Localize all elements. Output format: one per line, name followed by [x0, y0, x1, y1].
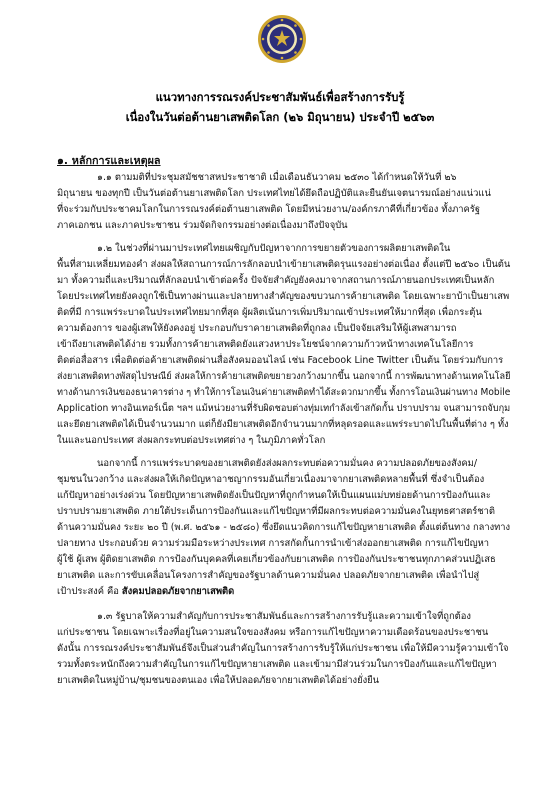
body-line: ยาเสพติด และการขับเคลื่อนโครงการสำคัญของรัฐบาลด้านความมั่นคง ปลอดภัยจากยาเสพติด เพื่อนำไปสู่ — [57, 570, 480, 581]
body-line: ๑.๓ รัฐบาลให้ความสำคัญกับการประชาสัมพันธ์และการสร้างการรับรู้และความเข้าใจที่ถูกต้อง — [97, 611, 471, 622]
body-line: เข้าถึงยาเสพติดได้ง่าย รวมทั้งการค้ายาเสพติดยังแสวงหาประโยชน์จากความก้าวหน้าทางเทคโนโลยีการ — [57, 339, 474, 350]
body-line: Application ทางอินเทอร์เน็ต ฯลฯ แม้หน่วยงานที่รับผิดชอบต่างทุ่มเทกำลังเข้าสกัดกั้น ปราบปราม จนสามารถจับกุม — [57, 403, 511, 414]
body-line: และยึดยาเสพติดได้เป็นจำนวนมาก แต่ก็ยังมียาเสพติดอีกจำนวนมากที่หลุดรอดและแพร่ระบาดไปในพื้นที่ต่าง ๆ ทั้ง — [57, 419, 509, 430]
body-line: ยาเสพติดในหมู่บ้าน/ชุมชนของตนเอง เพื่อให้ปลอดภัยจากยาเสพติดได้อย่างยั่งยืน — [57, 675, 380, 686]
body-line: พื้นที่สามเหลี่ยมทองคำ ส่งผลให้สถานการณ์การลักลอบนำเข้ายาเสพติดรุนแรงอย่างต่อเนื่อง ตั้งแต่ปี ๒๕๖๐ เป็นต้น — [57, 259, 511, 270]
body-line: ชุมชนในวงกว้าง และส่งผลให้เกิดปัญหาอาชญากรรมอันเกี่ยวเนื่องมาจากยาเสพติดหลายพื้นที่ ซึ่งจำเป็นต้อง — [57, 474, 485, 485]
body-line: ติดต่อสื่อสาร เพื่อติดต่อค้ายาเสพติดผ่านสื่อสังคมออนไลน์ เช่น Facebook Line Twitter เป็นต้น โดยร่วมกับการ — [57, 355, 504, 366]
body-line-with-bold — [57, 585, 234, 598]
body-line: ด้านความมั่นคง ระยะ ๒๐ ปี (พ.ศ. ๒๕๖๑ - ๒๕๘๐) ซึ่งยึดแนวคิดการแก้ไขปัญหายาเสพติด ตั้งแต่ต้นทาง กลางทาง — [57, 522, 511, 533]
body-line: ที่จะร่วมกับประชาคมโลกในการรณรงค์ต่อต้านยาเสพติด โดยมีหน่วยงาน/องค์กรภาคีที่เกี่ยวข้อง ทั้งภาครัฐ — [57, 204, 481, 215]
body-line: ภาคเอกชน และภาคประชาชน ร่วมจัดกิจกรรมอย่างต่อเนื่องมาถึงปัจจุบัน — [57, 220, 348, 231]
body-line: ๑.๑ ตามมติที่ประชุมสมัชชาสหประชาชาติ เมื่อเดือนธันวาคม ๒๕๓๐ ได้กำหนดให้วันที่ ๒๖ — [97, 172, 457, 183]
document-title-line-2: เนื่องในวันต่อต้านยาเสพติดโลก (๒๖ มิถุนายน) ประจำปี ๒๕๖๓ — [125, 110, 435, 124]
body-line: ในและนอกประเทศ ส่งผลกระทบต่อประเทศต่าง ๆ ในภูมิภาคทั่วโลก — [57, 435, 326, 446]
body-line: ทางด้านการเงินของธนาคารต่าง ๆ ทำให้การโอนเงินค่ายาเสพติดทำได้สะดวกมากขึ้น ทั้งการโอนเงินผ่านทาง Mobile — [57, 387, 511, 398]
body-line: มา ทั้งความถี่และปริมาณที่ลักลอบนำเข้าต่อครั้ง ปัจจัยสำคัญยังคงมาจากสถานการณ์ภายนอกประเทศเป็นหลัก — [57, 275, 495, 286]
body-line: ความต้องการ ของผู้เสพให้ยังคงอยู่ ประกอบกับราคายาเสพติดที่ถูกลง เป็นปัจจัยเสริมให้ผู้เสพสามารถ — [57, 323, 457, 334]
body-line: โดยประเทศไทยยังคงถูกใช้เป็นทางผ่านและปลายทางสำคัญของขบวนการค้ายาเสพติด โดยเฉพาะยาบ้าเป็นยาเสพ — [57, 291, 510, 302]
section-heading: ๑. หลักการและเหตุผล — [57, 154, 161, 167]
body-line: แก่ประชาชน โดยเฉพาะเรื่องที่อยู่ในความสนใจของสังคม หรือการแก้ไขปัญหาความเดือดร้อนของประชาชน — [57, 627, 489, 638]
body-line: แก้ปัญหาอย่างเร่งด่วน โดยปัญหายาเสพติดยังเป็นปัญหาที่ถูกกำหนดให้เป็นแผนแม่บทย่อยด้านการป้องกันและ — [57, 490, 491, 501]
body-line-lead: เป้าประสงค์ คือ — [57, 586, 122, 597]
body-line: มิถุนายน ของทุกปี เป็นวันต่อต้านยาเสพติดโลก ประเทศไทยได้ยึดถือปฏิบัติและยืนยันเจตนารมณ์อย่างแน่วแน่ — [57, 188, 491, 199]
body-line: ผู้ใช้ ผู้เสพ ผู้ติดยาเสพติด การป้องกันบุคคลที่เคยเกี่ยวข้องกับยาเสพติด การป้องกันประชาชนทุกภาคส่วนปฏิเสธ — [57, 554, 496, 565]
agency-seal-logo — [257, 14, 307, 64]
body-line: ดังนั้น การรณรงค์ประชาสัมพันธ์จึงเป็นส่วนสำคัญในการสร้างการรับรู้ให้แก่ประชาชน เพื่อให้มีความรู้ความเข้าใจ — [57, 643, 509, 654]
body-line: ปราบปรามยาเสพติด ภายใต้ประเด็นการป้องกันและแก้ไขปัญหาที่มีผลกระทบต่อความมั่นคงในยุทธศาสตร์ชาติ — [57, 506, 496, 517]
document-title-line-1: แนวทางการรณรงค์ประชาสัมพันธ์เพื่อสร้างการรับรู้ — [155, 90, 405, 104]
body-line: ๑.๒ ในช่วงที่ผ่านมาประเทศไทยเผชิญกับปัญหาจากการขยายตัวของการผลิตยาเสพติดใน — [97, 243, 451, 254]
bold-goal-phrase: สังคมปลอดภัยจากยาเสพติด — [121, 586, 235, 597]
body-line: ส่งยาเสพติดทางพัสดุไปรษณีย์ ส่งผลให้การค้ายาเสพติดขยายวงกว้างมากขึ้น นอกจากนี้ การพัฒนาทางด้านเทคโนโลยี — [57, 371, 511, 382]
body-line: รวมทั้งตระหนักถึงความสำคัญในการแก้ไขปัญหายาเสพติด และเข้ามามีส่วนร่วมในการป้องกันและแก้ไขปัญหา — [57, 659, 497, 670]
body-line: ติดที่มี การแพร่ระบาดในประเทศไทยมากที่สุด ผู้ผลิตเน้นการเพิ่มปริมาณเข้าประเทศให้มากที่สุด เพื่อกระตุ้น — [57, 307, 482, 318]
body-line: ปลายทาง ประกอบด้วย ความร่วมมือระหว่างประเทศ การสกัดกั้นการนำเข้าส่งออกยาเสพติด การแก้ไขปัญหา — [57, 538, 490, 549]
body-line: นอกจากนี้ การแพร่ระบาดของยาเสพติดยังส่งผลกระทบต่อความมั่นคง ความปลอดภัยของสังคม/ — [97, 458, 477, 469]
